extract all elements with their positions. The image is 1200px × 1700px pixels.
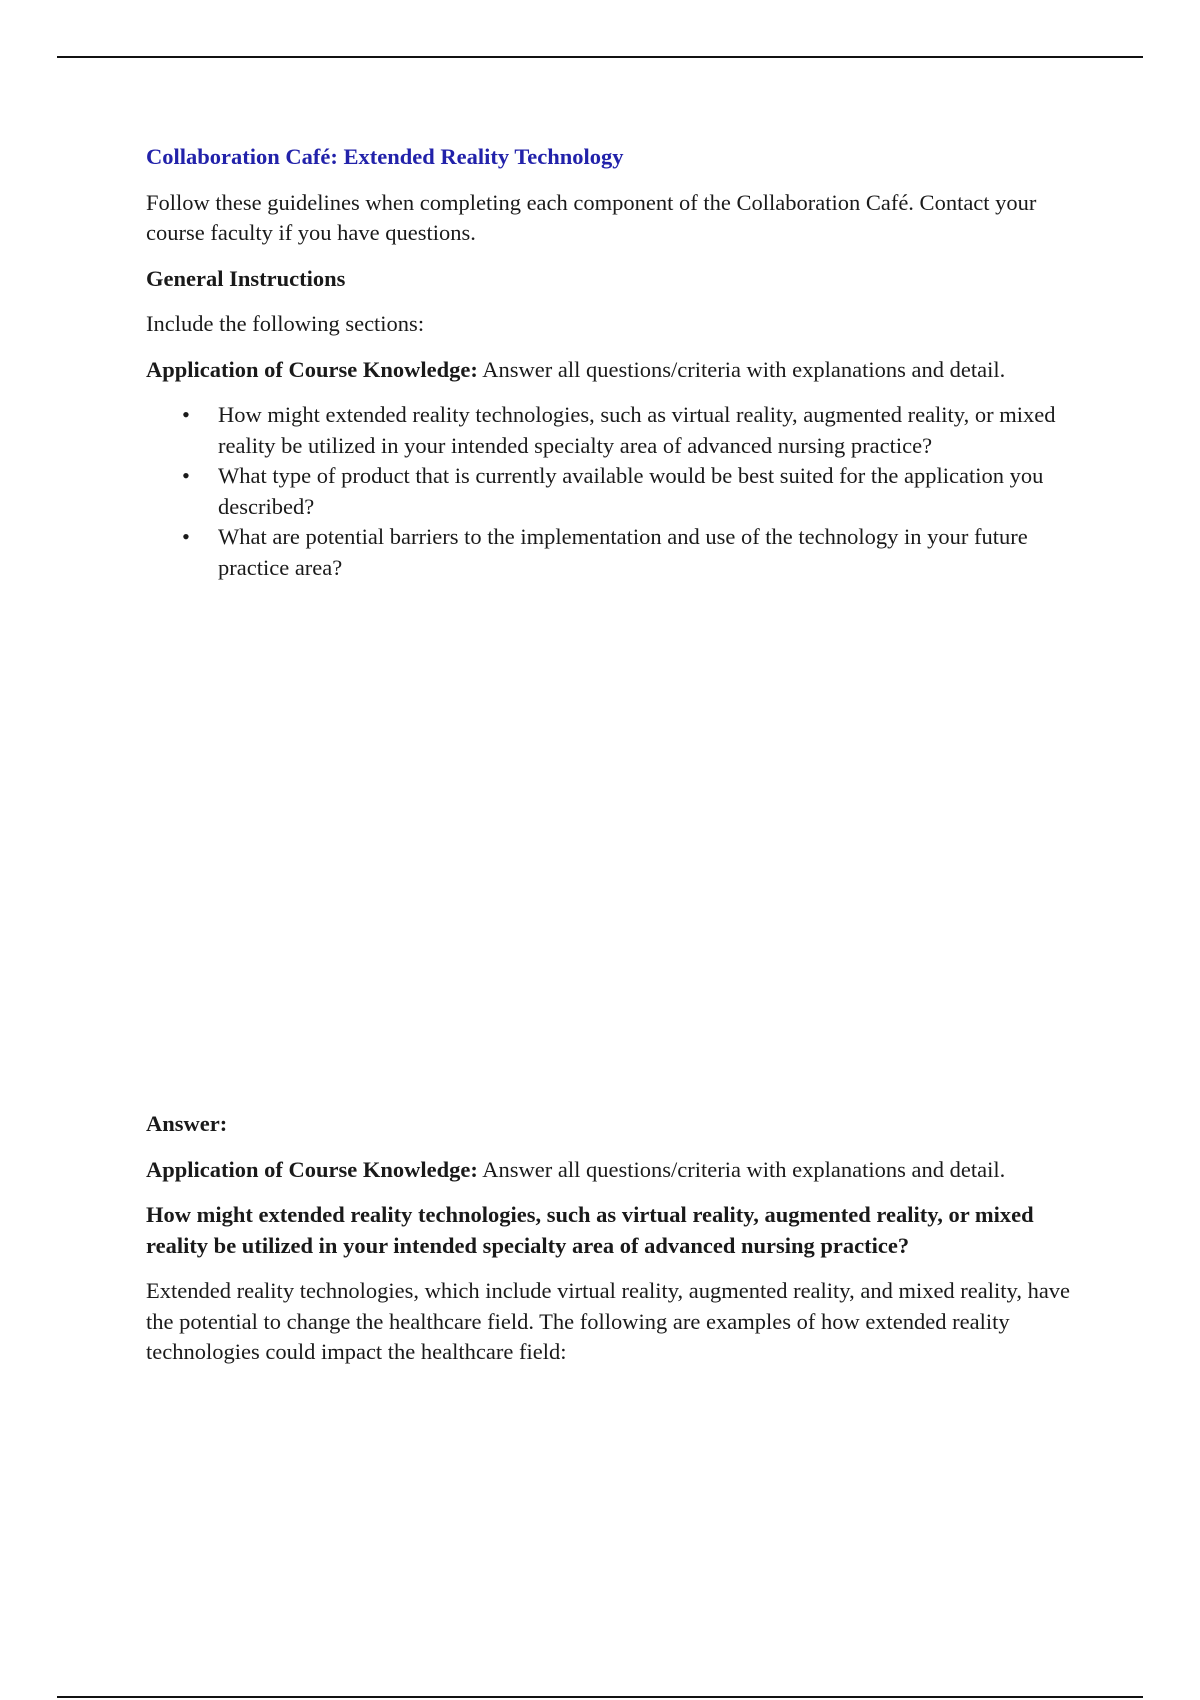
list-item bbox=[182, 461, 1096, 522]
answer-course-knowledge-label: Application of Course Knowledge: bbox=[146, 1156, 478, 1182]
intro-paragraph: Follow these guidelines when completing each component of the Collaboration Café. Contact your course faculty if you have questions. bbox=[146, 189, 1037, 245]
include-sections-text: Include the following sections: bbox=[146, 311, 425, 336]
list-item bbox=[182, 400, 1096, 461]
answer-course-knowledge-paragraph bbox=[146, 1155, 1096, 1186]
instructions-section bbox=[146, 142, 1096, 583]
bullet-icon: • bbox=[182, 463, 190, 488]
answer-section bbox=[146, 1109, 1096, 1383]
answer-body: Extended reality technologies, which include virtual reality, augmented reality, and mixed reality, have the potential to change the healthcare field. The following are examples of how extended reality technologies could impact the healthcare field: bbox=[146, 1278, 1071, 1364]
document-title: Collaboration Café: Extended Reality Technology bbox=[146, 144, 624, 169]
course-knowledge-label: Application of Course Knowledge: bbox=[146, 356, 478, 382]
course-knowledge-paragraph bbox=[146, 355, 1096, 386]
answer-question: How might extended reality technologies, such as virtual reality, augmented reality, or mixed reality be utilized in your intended specialty area of advanced nursing practice? bbox=[146, 1202, 1034, 1258]
list-item bbox=[182, 522, 1096, 583]
header-rule bbox=[57, 56, 1143, 58]
criteria-list bbox=[146, 400, 1096, 583]
general-instructions-heading: General Instructions bbox=[146, 265, 346, 291]
answer-heading: Answer: bbox=[146, 1111, 228, 1136]
bullet-icon: • bbox=[182, 524, 190, 549]
criteria-text: What type of product that is currently available would be best suited for the application you described? bbox=[218, 463, 1044, 519]
bullet-icon: • bbox=[182, 402, 190, 427]
course-knowledge-text: Answer all questions/criteria with explanations and detail. bbox=[477, 356, 1006, 382]
criteria-text: What are potential barriers to the implementation and use of the technology in your future practice area? bbox=[218, 524, 1028, 580]
answer-course-knowledge-text: Answer all questions/criteria with explanations and detail. bbox=[477, 1156, 1006, 1182]
footer-rule bbox=[57, 1696, 1143, 1698]
criteria-text: How might extended reality technologies, such as virtual reality, augmented reality, or mixed reality be utilized in your intended specialty area of advanced nursing practice? bbox=[218, 402, 1056, 458]
